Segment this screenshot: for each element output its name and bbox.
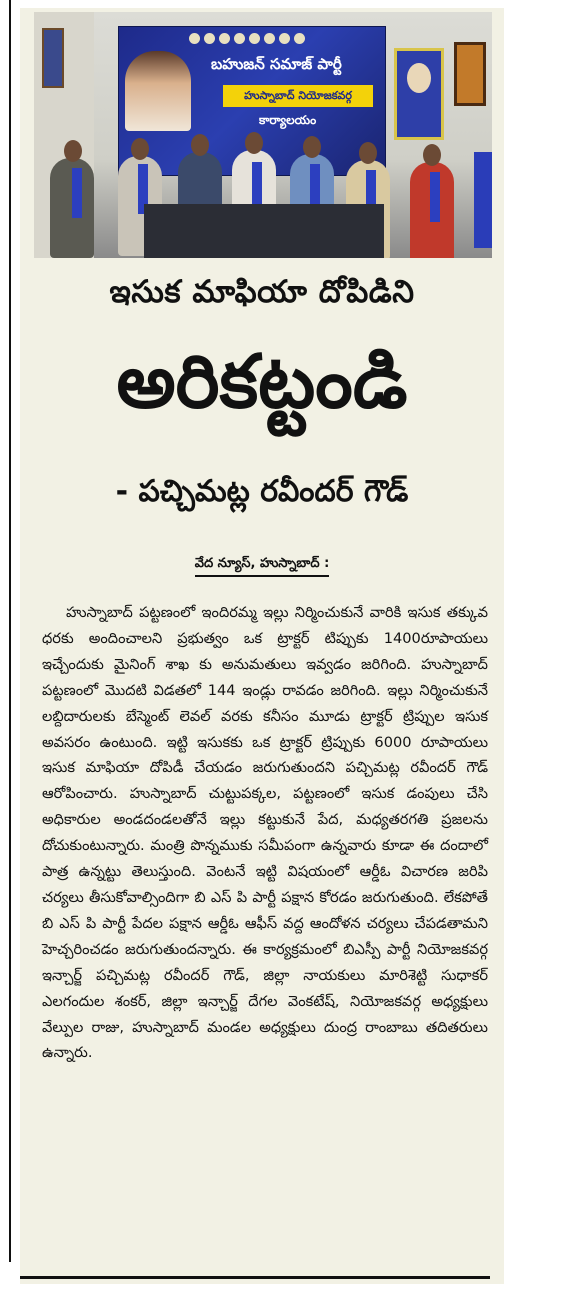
person-2-head bbox=[131, 138, 149, 160]
wall-portrait-left bbox=[42, 28, 64, 88]
party-flag bbox=[474, 152, 492, 248]
banner-subtitle: హుస్నాబాద్ నియోజకవర్గ bbox=[223, 85, 373, 107]
person-1-scarf bbox=[72, 168, 82, 218]
wall-portrait-ambedkar bbox=[394, 48, 444, 140]
meeting-table bbox=[144, 204, 384, 258]
person-4-head bbox=[245, 132, 263, 154]
banner-logos bbox=[189, 33, 305, 44]
headline-kicker: ఇసుక మాఫియా దోపిడిని bbox=[109, 274, 415, 310]
banner-leader-portrait bbox=[125, 51, 191, 131]
person-7-head bbox=[423, 144, 441, 166]
headline-main: అరికట్టండి bbox=[116, 339, 408, 425]
person-6-head bbox=[359, 142, 377, 164]
banner-title: బహుజన్ సమాజ్ పార్టీ bbox=[211, 55, 342, 73]
person-3-head bbox=[191, 134, 209, 156]
headline-byline: - పచ్చిమట్ల రవీందర్ గౌడ్ bbox=[115, 474, 409, 509]
column-rule bbox=[9, 0, 11, 1262]
person-1-head bbox=[64, 140, 82, 162]
dateline-text: వేద న్యూస్, హుస్నాబాద్ : bbox=[195, 556, 330, 577]
wall-portrait-right bbox=[454, 42, 486, 106]
news-clipping bbox=[20, 8, 504, 1284]
article-body: హుస్నాబాద్ పట్టణంలో ఇందిరమ్మ ఇల్లు నిర్మించుకునే వారికి ఇసుక తక్కువ ధరకు అందించాలని ప్రభుత్వం ఒక ట్రాక్టర్ టిప్పుకు 1400రూపాయలు ఇచ్చేందుకు మైనింగ్ శాఖ కు అనుమతులు ఇవ్వడం జరిగింది. హుస్నాబాద్ పట్టణంలో మొదటి విడతలో 144 ఇండ్లు రావడం జరిగింది. ఇల్లు నిర్మించుకునే లబ్దిదారులకు బేస్మెంట్ లెవల్ వరకు కనీసం మూడు ట్రాక్టర్ ట్రిప్పుల ఇసుక అవసరం ఉంటుంది. ఇట్టి ఇసుకకు ఒక ట్రాక్టర్ ట్రిప్పుకు 6000 రూపాయలు ఇసుక మాఫియా దోపిడీ చేయడం జరుగుతుందని పచ్చిమట్ల రవీందర్ గౌడ్ ఆరోపించారు. హుస్నాబాద్ చుట్టుపక్కల, పట్టణంలో ఇసుక డంపులు చేసి అధికారుల అండదండలతోనే ఇల్లు కట్టుకునే పేద, మధ్యతరగతి ప్రజలను దోచుకుంటున్నారు. మంత్రి పొన్నముకు సమీపంగా ఉన్నవారు కూడా ఈ దందాలో పాత్ర ఉన్నట్టు తెలుస్తుంది. వెంటనే ఇట్టి విషయంలో ఆర్డీఓ విచారణ జరిపి చర్యలు తీసుకోవాల్సిందిగా బి ఎస్ పి పార్టీ పక్షాన కోరడం జరుగుతుంది. లేకపోతే బి ఎస్ పి పార్టీ పేదల పక్షాన ఆర్డీఓ ఆఫీస్ వద్ద ఆందోళన చర్యలు చేపడతామని హెచ్చరించడం జరుగుతుందన్నారు. ఈ కార్యక్రమంలో బిఎస్పీ పార్టీ నియోజకవర్గ ఇన్చార్జ్ పచ్చిమట్ల రవీందర్ గౌడ్, జిల్లా నాయకులు మారిశెట్టి సుధాకర్ ఎలగందుల శంకర్, జిల్లా ఇన్చార్జ్ దేగల వెంకటేష్, నియోజకవర్గ అధ్యక్షులు వేల్పుల రాజు, హుస్నాబాద్ మండల అధ్యక్షులు దుంద్ర రాంబాబు తదితరులు ఉన్నారు. bbox=[42, 604, 488, 1062]
person-5-head bbox=[303, 136, 321, 158]
news-photo bbox=[34, 12, 492, 258]
person-7-scarf bbox=[430, 172, 440, 222]
banner-subtitle-office: కార్యాలయం bbox=[259, 113, 317, 127]
dateline bbox=[20, 556, 504, 574]
bottom-rule bbox=[20, 1276, 490, 1279]
